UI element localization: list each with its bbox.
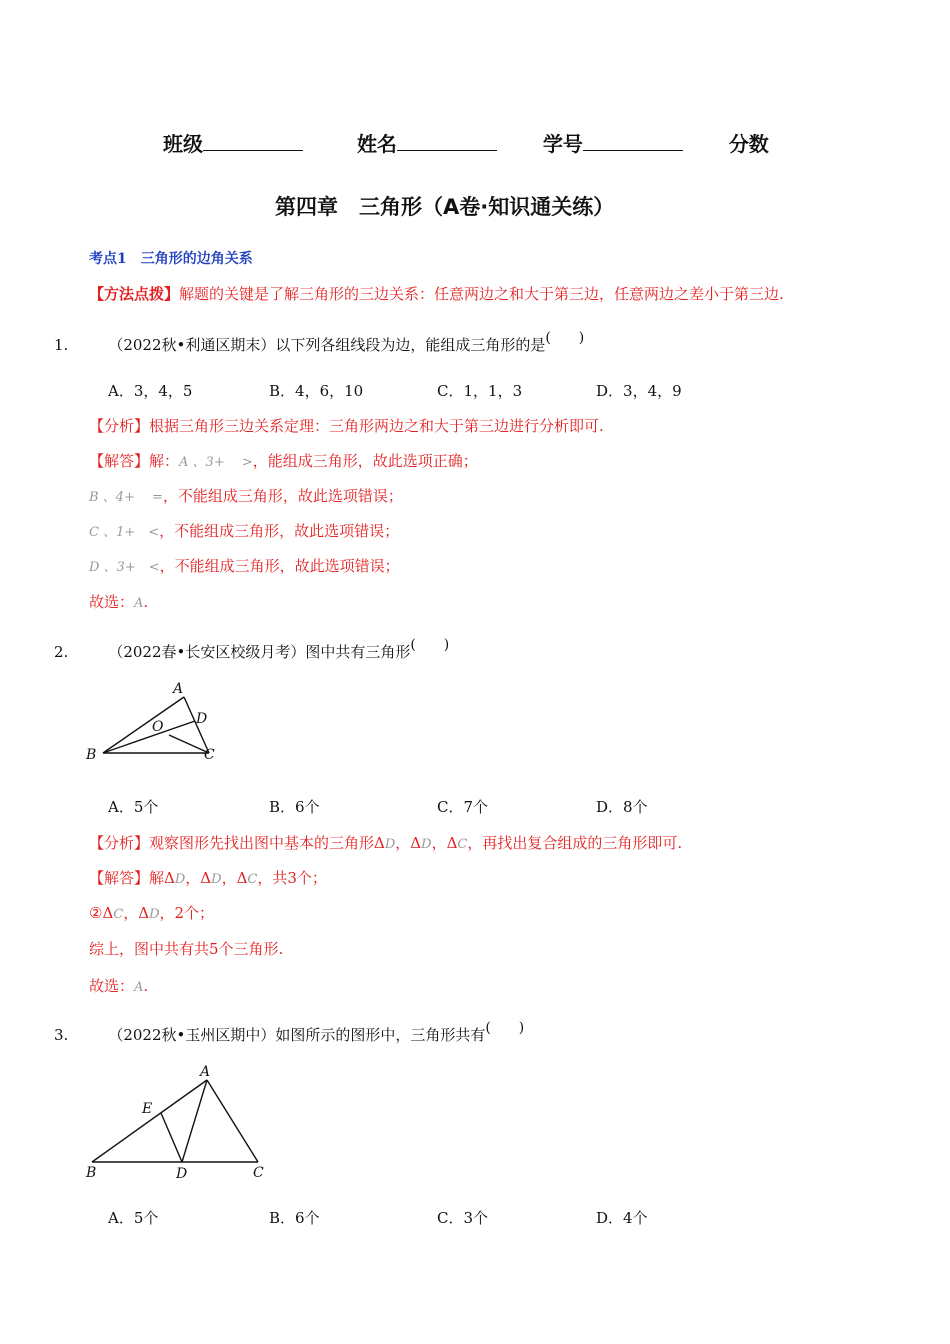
q1-answer-line-d [89, 555, 400, 576]
q3-label-e: E [142, 1101, 153, 1117]
q2-analysis-tag: 【分析】 [89, 834, 150, 852]
q1-line-a-sym: A 、3+ > [179, 455, 253, 470]
score-label: 分数 [728, 132, 769, 156]
q1-line-a-text: ，能组成三角形，故此选项正确； [252, 452, 478, 470]
q1-option-b[interactable]: B．4，6，10 [269, 382, 364, 400]
q1-answer-line-b [89, 485, 403, 506]
q3-option-b[interactable]: B．6个 [269, 1209, 320, 1227]
q3-edge-ac [207, 1080, 258, 1162]
q1-analysis [89, 415, 604, 436]
q2-choose-end: . [143, 977, 149, 995]
q1-line-d-text: ，不能组成三角形，故此选项错误； [159, 557, 400, 575]
name-field[interactable] [397, 132, 497, 151]
name-label: 姓名 [356, 132, 397, 156]
q2-edge-oc [169, 735, 209, 753]
q3-paren: ( ) [485, 1020, 525, 1036]
q1-option-c[interactable]: C．1，1，3 [437, 382, 523, 400]
header-row [163, 128, 769, 157]
q1-line-c-text: ，不能组成三角形，故此选项错误； [159, 522, 400, 540]
q1-choose-label: 故选： [89, 593, 135, 611]
q3-label-b: B [86, 1165, 97, 1181]
q2-answer-d: ，共3个； [257, 869, 327, 887]
q3-option-a[interactable]: A．5个 [108, 1209, 159, 1227]
q2-answer-b: ，Δ [185, 869, 212, 887]
page-title: 第四章 三角形（A卷·知识通关练） [275, 195, 615, 219]
q1-choose-end: . [143, 593, 149, 611]
q3-label-c: C [253, 1165, 264, 1181]
method-tip [89, 283, 784, 304]
q3-edge-ab [92, 1080, 207, 1162]
q2-paren: ( ) [410, 637, 450, 653]
class-label: 班级 [163, 132, 203, 156]
q2-label-a: A [173, 681, 184, 697]
q1-answer-line-a [89, 450, 478, 471]
q1-answer-lead: 解： [149, 452, 180, 470]
q1-choose [89, 591, 148, 612]
class-field[interactable] [203, 132, 303, 151]
q2-line2-b: ，Δ [123, 904, 150, 922]
q2-line2-sym1: C [113, 907, 124, 922]
q2-answer-sym1: D [174, 872, 186, 887]
q3-stem [54, 1020, 525, 1045]
q1-paren: ( ) [545, 330, 585, 346]
q2-text: （2022春•长安区校级月考）图中共有三角形 [108, 643, 411, 661]
q2-analysis-d: ，再找出复合组成的三角形即可. [467, 834, 683, 852]
q2-analysis-c: ，Δ [431, 834, 458, 852]
q2-answer-sym2: D [211, 872, 222, 887]
q2-answer-line-1 [89, 867, 327, 888]
q2-choose [89, 975, 148, 996]
q3-figure [80, 1060, 280, 1185]
q2-label-o: O [152, 719, 164, 735]
q1-option-a[interactable]: A．3，4，5 [108, 382, 193, 400]
q2-analysis-sym3: C [457, 837, 468, 852]
q2-answer-a: 解Δ [149, 869, 175, 887]
q1-choose-sym: A [134, 596, 144, 611]
q2-answer-c: ，Δ [221, 869, 248, 887]
q2-analysis [89, 832, 682, 853]
q2-figure [80, 675, 230, 770]
q1-option-d[interactable]: D．3，4，9 [596, 382, 682, 400]
q2-answer-line-2 [89, 902, 214, 923]
id-label: 学号 [542, 132, 583, 156]
q2-stem [54, 637, 450, 662]
q2-label-d: D [196, 711, 208, 727]
q2-option-a[interactable]: A．5个 [108, 798, 159, 816]
q2-choose-sym: A [134, 980, 144, 995]
q1-analysis-tag: 【分析】 [89, 417, 150, 435]
q1-line-c-sym: C 、1+ < [89, 525, 160, 540]
q3-label-a: A [200, 1064, 211, 1080]
q1-analysis-text: 根据三角形三边关系定理：三角形两边之和大于第三边进行分析即可. [149, 417, 604, 435]
q2-option-d[interactable]: D．8个 [596, 798, 648, 816]
q1-number: 1. [54, 336, 69, 354]
q3-option-d[interactable]: D．4个 [596, 1209, 648, 1227]
q2-label-b: B [86, 747, 97, 763]
q2-label-c: C [204, 747, 215, 763]
q2-answer-sym3: C [247, 872, 258, 887]
q2-analysis-a: 观察图形先找出图中基本的三角形Δ [149, 834, 385, 852]
q3-label-d: D [176, 1166, 188, 1182]
q1-text: （2022秋•利通区期末）以下列各组线段为边，能组成三角形的是 [108, 336, 546, 354]
q2-line2-c: ，2个； [159, 904, 215, 922]
q1-answer-line-c [89, 520, 399, 541]
q1-line-b-text: ，不能组成三角形，故此选项错误； [162, 487, 403, 505]
q3-text: （2022秋•玉州区期中）如图所示的图形中，三角形共有 [108, 1026, 486, 1044]
q1-line-b-sym: B 、4+ = [89, 490, 163, 505]
q2-answer-tag: 【解答】 [89, 869, 150, 887]
q1-line-d-sym: D 、3+ < [89, 560, 160, 575]
method-tag: 【方法点拨】 [89, 285, 180, 303]
q2-analysis-sym1: D [384, 837, 396, 852]
q1-answer-tag: 【解答】 [89, 452, 150, 470]
q3-option-c[interactable]: C．3个 [437, 1209, 489, 1227]
q2-number: 2. [54, 643, 69, 661]
q3-number: 3. [54, 1026, 69, 1044]
q3-edge-ad [182, 1080, 207, 1162]
q2-choose-label: 故选： [89, 977, 135, 995]
q2-edge-bd [103, 721, 195, 753]
q2-analysis-sym2: D [421, 837, 432, 852]
q2-edge-ab [103, 697, 184, 753]
q2-option-c[interactable]: C．7个 [437, 798, 489, 816]
q2-summary: 综上，图中共有共5个三角形. [89, 940, 284, 958]
method-text: 解题的关键是了解三角形的三边关系：任意两边之和大于第三边，任意两边之差小于第三边. [179, 285, 784, 303]
id-field[interactable] [583, 132, 683, 151]
q2-analysis-b: ，Δ [395, 834, 422, 852]
q2-line2-a: ②Δ [89, 904, 114, 922]
q2-line2-sym2: D [149, 907, 160, 922]
q3-edge-ed [161, 1113, 182, 1162]
section-label: 考点1 三角形的边角关系 [89, 251, 253, 267]
q1-stem [54, 330, 585, 355]
q2-option-b[interactable]: B．6个 [269, 798, 320, 816]
